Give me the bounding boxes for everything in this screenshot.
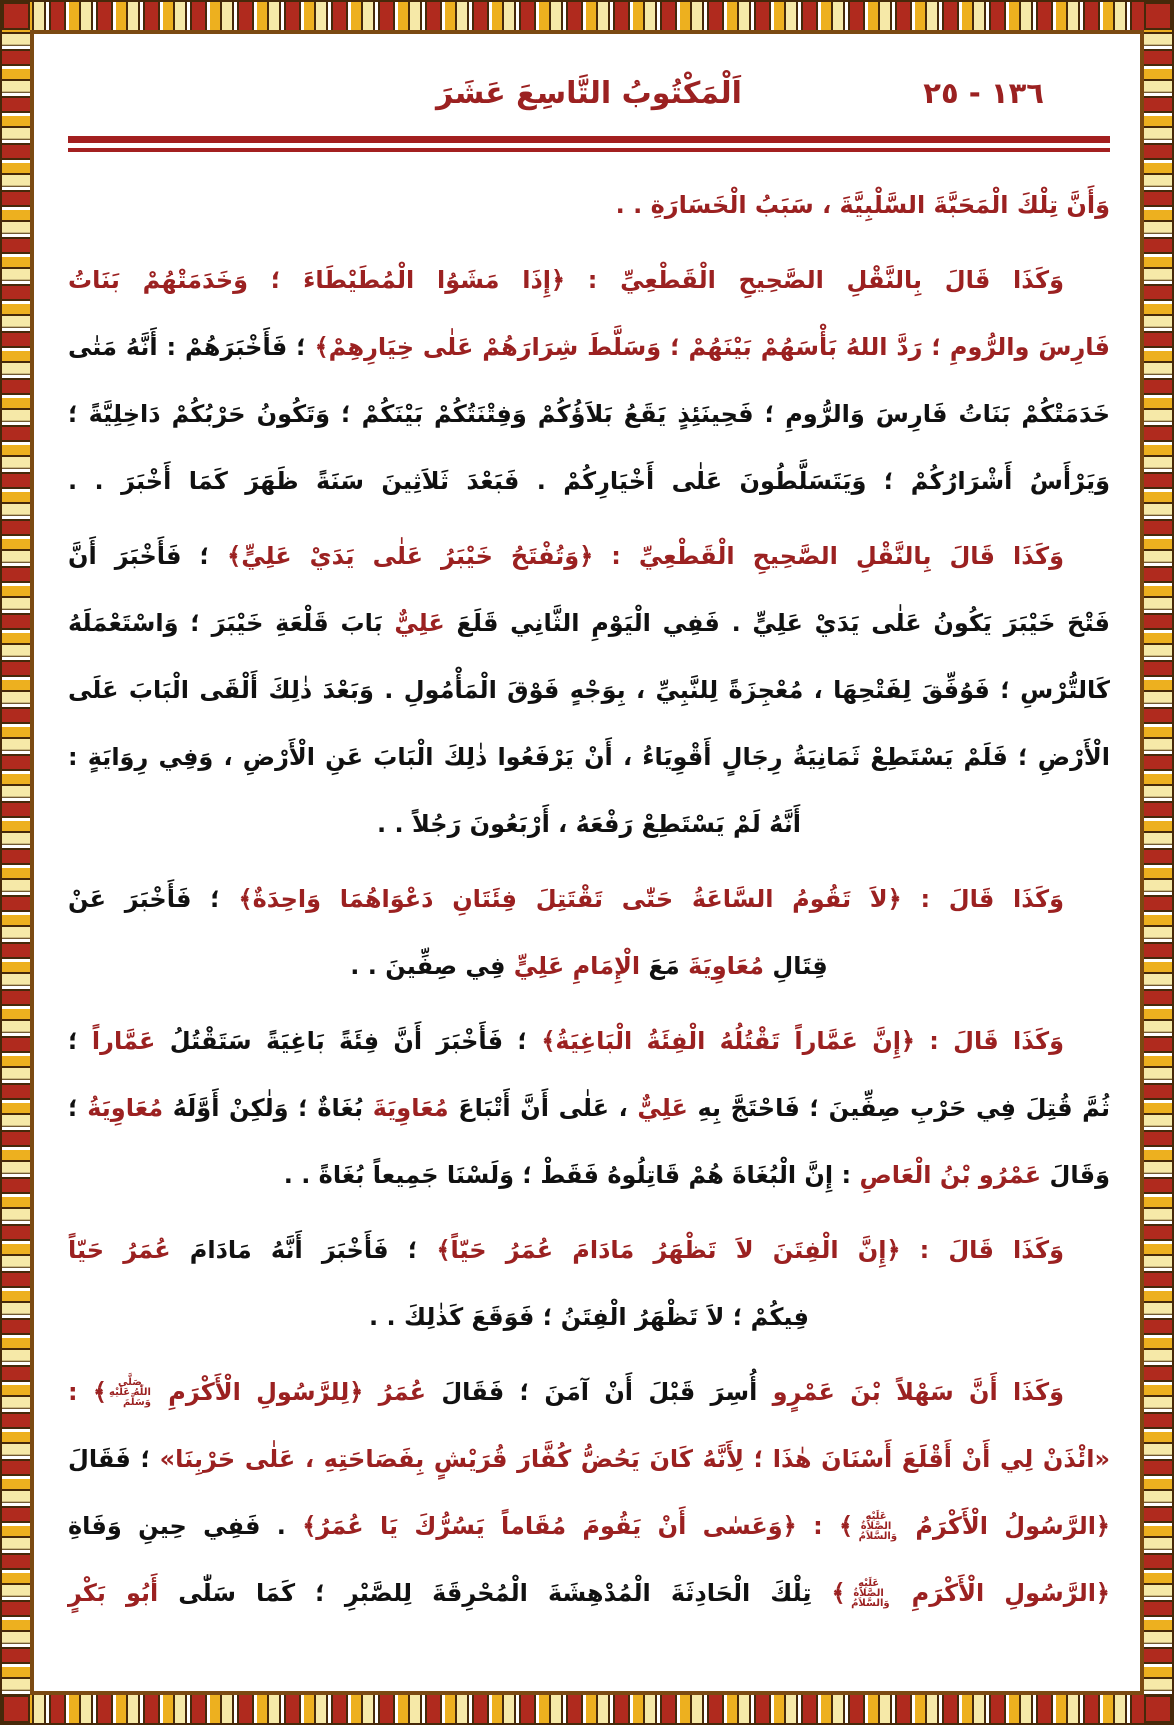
text-line bbox=[68, 1142, 1110, 1209]
text-line bbox=[68, 172, 1110, 239]
honorific-mark: عَلَيْهِ الصَّلاَةُ وَالسَّلاَمُ bbox=[858, 1511, 898, 1542]
text-line bbox=[68, 1217, 1110, 1284]
text-segment: وَكَذَا قَالَ : ﴿إِنَّ عَمَّاراً تَقْتُلُهُ الْفِئَةُ الْبَاغِيَةُ﴾ bbox=[541, 1027, 1064, 1055]
text-line bbox=[68, 724, 1110, 791]
text-line bbox=[68, 657, 1110, 724]
text-segment: فِي صِفِّينَ . . bbox=[350, 952, 514, 980]
text-segment: مُعَاوِيَةُ bbox=[87, 1094, 164, 1122]
text-segment: وَكَذَا أَنَّ سَهْلاً بْنَ عَمْرٍو bbox=[772, 1378, 1065, 1406]
text-segment: عَلِيٌّ bbox=[394, 609, 445, 637]
text-line bbox=[68, 247, 1110, 314]
text-line bbox=[68, 1426, 1110, 1493]
text-segment: مُعَاوِيَةَ bbox=[372, 1094, 449, 1122]
text-segment: ؛ فَأَخْبَرَ أَنَّهُ مَادَامَ bbox=[170, 1236, 437, 1264]
text-line bbox=[68, 933, 1110, 1000]
ornamental-border-bottom bbox=[2, 1695, 1172, 1723]
text-segment: بَابَ قَلْعَةِ خَيْبَرَ ؛ وَاسْتَعْمَلَهُ bbox=[68, 609, 395, 637]
ornamental-border-right bbox=[1144, 2, 1172, 1723]
text-segment: ؛ bbox=[68, 1094, 88, 1122]
text-segment: خَدَمَتْكُمْ بَنَاتُ فَارِسَ وَالرُّومِ ؛ فَحِينَئِذٍ يَقَعُ بَلاَؤُكُمْ وَفِتْنَتُكُمْ بَيْنَكُمْ ؛ وَتَكُونُ حَرْبُكُمْ دَاخِلِيَّةً ؛ bbox=[68, 400, 1110, 428]
honorific-mark: صَلَّى اللّٰهُ عَلَيْهِ وَسَلَّمَ bbox=[109, 1377, 151, 1408]
text-segment: قِتَالِ bbox=[764, 952, 828, 980]
page-number: ١٣٦ - ٢٥ bbox=[923, 76, 1044, 110]
border-corner bbox=[1144, 2, 1172, 30]
text-segment: ، عَلٰى أَنَّ أَتْبَاعَ bbox=[448, 1094, 638, 1122]
text-line bbox=[68, 1560, 1110, 1627]
text-segment: وَقَالَ bbox=[1041, 1161, 1110, 1189]
text-segment: الْإِمَامِ عَلِيٍّ bbox=[513, 952, 641, 980]
text-line bbox=[68, 590, 1110, 657]
text-segment: ﴾ bbox=[831, 1579, 846, 1607]
text-segment: ﴿الرَّسُولُ الْأَكْرَمُ bbox=[899, 1512, 1110, 1540]
text-segment: وَكَذَا قَالَ بِالنَّقْلِ الصَّحِيحِ الْقَطْعِيِّ : ﴿وَتُفْتَحُ خَيْبَرُ عَلٰى يَدَيْ عَلِيٍّ﴾ bbox=[227, 542, 1065, 570]
text-segment: ؛ bbox=[68, 1027, 92, 1055]
text-segment: . فَفِي حِينِ وَفَاةِ bbox=[68, 1512, 303, 1540]
text-segment: وَكَذَا قَالَ : ﴿لاَ تَقُومُ السَّاعَةُ حَتّٰى تَقْتَتِلَ فِئَتَانِ دَعْوَاهُمَا وَاحِدَةٌ﴾ bbox=[238, 885, 1065, 913]
text-segment: كَالتُّرْسِ ؛ فَوُفِّقَ لِفَتْحِهَا ، مُعْجِزَةً لِلنَّبِيِّ ، بِوَجْهٍ فَوْقَ الْمَأْمُولِ . وَبَعْدَ ذٰلِكَ أَلْقَى الْبَابَ عَلَى bbox=[68, 676, 1110, 704]
text-segment: فَتْحَ خَيْبَرَ يَكُونُ عَلٰى يَدَيْ عَلِيٍّ . فَفِي الْيَوْمِ الثَّانِي قَلَعَ bbox=[444, 609, 1110, 637]
text-line bbox=[68, 1493, 1110, 1560]
text-segment: فِيكُمْ ؛ لاَ تَظْهَرُ الْفِتَنُ ؛ فَوَقَعَ كَذٰلِكَ . . bbox=[369, 1303, 809, 1331]
text-line bbox=[68, 1284, 1110, 1351]
text-segment: ﴿الرَّسُولِ الْأَكْرَمِ bbox=[891, 1579, 1110, 1607]
text-line bbox=[68, 314, 1110, 381]
text-line bbox=[68, 381, 1110, 448]
text-segment: عَلِيٌّ bbox=[637, 1094, 688, 1122]
page-title: اَلْمَكْتُوبُ التَّاسِعَ عَشَرَ bbox=[436, 76, 742, 111]
text-line bbox=[68, 1008, 1110, 1075]
border-corner bbox=[1144, 1695, 1172, 1723]
header-divider-rule bbox=[68, 136, 1110, 152]
text-segment: ﴾ : bbox=[68, 1378, 107, 1406]
text-segment: أُسِرَ قَبْلَ أَنْ آمَنَ ؛ فَقَالَ bbox=[426, 1378, 773, 1406]
text-line bbox=[68, 791, 1110, 858]
text-segment: وَكَذَا قَالَ : ﴿إِنَّ الْفِتَنَ لاَ تَظْهَرُ مَادَامَ عُمَرُ حَيّاً﴾ bbox=[436, 1236, 1064, 1264]
text-segment: بُغَاةٌ ؛ وَلٰكِنْ أَوَّلَهُ bbox=[163, 1094, 373, 1122]
ornamental-border-left bbox=[2, 2, 30, 1723]
border-corner bbox=[2, 2, 30, 30]
text-segment: ؛ فَأَخْبَرَ أَنَّ فِئَةً بَاغِيَةً سَتَقْتُلُ bbox=[155, 1027, 542, 1055]
text-line bbox=[68, 523, 1110, 590]
page-content bbox=[68, 60, 1110, 1677]
text-segment: ﴾ : ﴿وَعَسٰى أَنْ يَقُومَ مُقَاماً يَسُرُّكَ يَا عُمَرُ﴾ bbox=[302, 1512, 854, 1540]
text-segment: عَمْرُو بْنُ الْعَاصِ bbox=[859, 1161, 1042, 1189]
text-line bbox=[68, 866, 1110, 933]
text-segment: أَبُو بَكْرٍ bbox=[68, 1579, 159, 1607]
text-segment: عَمَّاراً bbox=[91, 1027, 156, 1055]
honorific-mark: عَلَيْهِ الصَّلاَةُ وَالسَّلاَمُ bbox=[851, 1578, 890, 1609]
text-segment: مُعَاوِيَةَ bbox=[688, 952, 765, 980]
text-segment: وَكَذَا قَالَ بِالنَّقْلِ الصَّحِيحِ الْقَطْعِيِّ : ﴿إِذَا مَشَوُا الْمُطَيْطَاءَ ؛ وَخَدَمَتْهُمْ بَنَاتُ bbox=[68, 266, 1064, 294]
text-segment: فَارِسَ والرُّومِ ؛ رَدَّ اللهُ بَأْسَهُمْ بَيْنَهُمْ ؛ وَسَلَّطَ شِرَارَهُمْ عَلٰى خِيَارِهِمْ﴾ bbox=[314, 333, 1110, 361]
text-segment: ؛ فَأَخْبَرَهُمْ : أَنَّهُ مَتٰى bbox=[68, 333, 315, 361]
text-segment: : إِنَّ الْبُغَاةَ هُمْ قَاتِلُوهُ فَقَطْ ؛ وَلَسْنَا جَمِيعاً بُغَاةً . . bbox=[283, 1161, 860, 1189]
text-line bbox=[68, 1359, 1110, 1426]
text-segment: تِلْكَ الْحَادِثَةَ الْمُدْهِشَةَ الْمُحْرِقَةَ لِلصَّبْرِ ؛ كَمَا سَلّٰى bbox=[158, 1579, 832, 1607]
text-segment: ؛ فَقَالَ bbox=[68, 1445, 160, 1473]
text-segment: ثُمَّ قُتِلَ فِي حَرْبِ صِفِّينَ ؛ فَاحْتَجَّ بِهِ bbox=[687, 1094, 1111, 1122]
text-segment: مَعَ bbox=[640, 952, 689, 980]
text-line bbox=[68, 448, 1110, 515]
body-text bbox=[68, 172, 1110, 1627]
text-segment: أَنَّهُ لَمْ يَسْتَطِعْ رَفْعَهُ ، أَرْبَعُونَ رَجُلاً . . bbox=[377, 810, 801, 838]
text-segment: عُمَرُ ﴿لِلرَّسُولِ الْأَكْرَمِ bbox=[152, 1378, 427, 1406]
page-header bbox=[68, 60, 1110, 122]
text-segment: عُمَرُ حَيّاً bbox=[68, 1236, 171, 1264]
text-segment: «ائْذَنْ لِي أَنْ أَقْلَعَ أَسْنَانَ هٰذَا ؛ لِأَنَّهُ كَانَ يَحُضُّ كُفَّارَ قُرَيْشٍ بِفَصَاحَتِهِ ، عَلٰى حَرْبِنَا» bbox=[159, 1445, 1110, 1473]
text-segment: ؛ فَأَخْبَرَ أَنَّ bbox=[68, 542, 228, 570]
text-segment: ؛ فَأَخْبَرَ عَنْ bbox=[68, 885, 239, 913]
text-segment: وَيَرْأَسُ أَشْرَارُكُمْ ؛ وَيَتَسَلَّطُونَ عَلٰى أَخْيَارِكُمْ . فَبَعْدَ ثَلاَثِينَ سَنَةً ظَهَرَ كَمَا أَخْبَرَ . . bbox=[68, 467, 1110, 495]
text-segment: وَأَنَّ تِلْكَ الْمَحَبَّةَ السَّلْبِيَّةَ ، سَبَبُ الْخَسَارَةِ . . bbox=[615, 191, 1110, 219]
ornamental-border-top bbox=[2, 2, 1172, 30]
border-corner bbox=[2, 1695, 30, 1723]
text-segment: الْأَرْضِ ؛ فَلَمْ يَسْتَطِعْ ثَمَانِيَةُ رِجَالٍ أَقْوِيَاءُ ، أَنْ يَرْفَعُوا ذٰلِكَ الْبَابَ عَنِ الْأَرْضِ ، وَفِي رِوَايَةٍ : bbox=[68, 743, 1110, 771]
text-line bbox=[68, 1075, 1110, 1142]
